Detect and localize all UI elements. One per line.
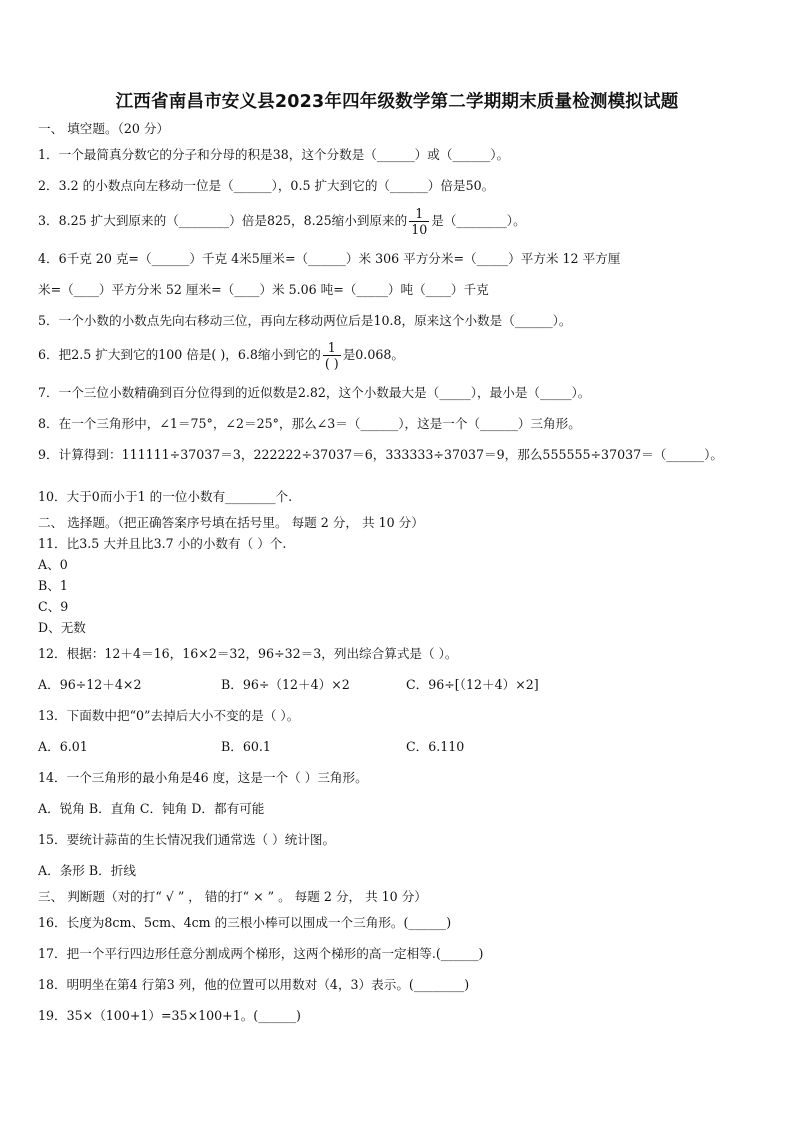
section-2-heading: 二、 选择题。（把正确答案序号填在括号里。 每题 2 分， 共 10 分） [38,515,424,530]
question-14-options: A．锐角 B．直角 C．钝角 D．都有可能 [38,801,265,816]
question-9: 9．计算得到：111111÷37037＝3，222222÷37037＝6，333333÷37037＝9，那么555555÷37037＝（______）。 [38,447,723,462]
fraction-one-tenth [409,206,429,237]
question-19: 19．35×（100+1）=35×100+1。(______) [38,1008,301,1023]
question-6-text-a: 6．把2.5 扩大到它的100 倍是( )，6.8缩小到它的 [38,347,321,362]
question-13: 13．下面数中把“0”去掉后大小不变的是（ ）。 [38,708,300,723]
question-18: 18．明明坐在第4 行第3 列，他的位置可以用数对（4，3）表示。(________) [38,977,470,992]
question-4-line-2: 米=（____）平方分米 52 厘米=（____）米 5.06 吨=（_____）吨（____）千克 [38,282,489,297]
page-title: 江西省南昌市安义县2023年四年级数学第二学期期末质量检测模拟试题 [115,92,679,112]
question-13-option-a: A．6.01 [38,739,88,754]
question-8: 8．在一个三角形中，∠1＝75°，∠2＝25°，那么∠3＝（______），这是一个（______）三角形。 [38,416,581,431]
question-11-option-a: A、0 [38,557,68,572]
question-12: 12．根据：12＋4＝16，16×2＝32，96÷32＝3，列出综合算式是（ ）。 [38,646,458,661]
question-3-text-a: 3．8.25 扩大到原来的（________）倍是825，8.25缩小到原来的 [38,213,408,228]
question-6-text-b: 是0.068。 [342,347,404,362]
fraction-numerator: 1 [415,206,424,221]
question-7: 7．一个三位小数精确到百分位得到的近似数是2.82，这个小数最大是（_____），最小是（_____）。 [38,385,591,400]
question-15: 15．要统计蒜苗的生长情况我们通常选（ ）统计图。 [38,832,336,847]
question-1: 1．一个最简真分数它的分子和分母的积是38，这个分数是（______）或（______）。 [38,147,510,162]
question-2: 2．3.2 的小数点向左移动一位是（______），0.5 扩大到它的（______）倍是50。 [38,178,495,193]
question-3 [38,206,526,237]
question-11: 11．比3.5 大并且比3.7 小的小数有（ ）个. [38,536,287,551]
question-6 [38,340,404,371]
fraction-numerator: 1 [327,340,336,355]
fraction-denominator: ( ) [324,356,339,371]
question-11-option-b: B、1 [38,578,68,593]
section-1-heading: 一、 填空题。（20 分） [38,121,170,136]
question-13-option-c: C．6.110 [406,739,465,754]
question-3-text-b: 是（________）。 [431,213,526,228]
question-13-option-b: B．60.1 [221,739,271,754]
question-14: 14．一个三角形的最小角是46 度，这是一个（ ）三角形。 [38,770,368,785]
question-10: 10．大于0而小于1 的一位小数有________个. [38,489,293,504]
question-4-line-1: 4．6千克 20 克=（______）千克 4米5厘米=（______）米 306 平方分米=（_____）平方米 12 平方厘 [38,251,621,266]
section-3-heading: 三、 判断题（对的打“ √ ” ， 错的打“ × ” 。 每题 2 分， 共 10 分） [38,889,427,904]
question-12-option-b: B．96÷（12＋4）×2 [221,677,350,692]
question-12-option-c: C．96÷[（12＋4）×2] [406,677,539,692]
question-17: 17．把一个平行四边形任意分割成两个梯形，这两个梯形的高一定相等.(______) [38,946,484,961]
fraction-one-over-blank [323,340,341,371]
question-5: 5．一个小数的小数点先向右移动三位，再向左移动两位后是10.8，原来这个小数是（______）。 [38,313,572,328]
question-16: 16．长度为8cm、5cm、4cm 的三根小棒可以围成一个三角形。(______) [38,915,452,930]
question-15-options: A．条形 B．折线 [38,863,136,878]
question-12-option-a: A．96÷12＋4×2 [38,677,142,692]
question-11-option-d: D、无数 [38,620,86,635]
fraction-denominator: 10 [411,222,428,237]
question-11-option-c: C、9 [38,599,69,614]
